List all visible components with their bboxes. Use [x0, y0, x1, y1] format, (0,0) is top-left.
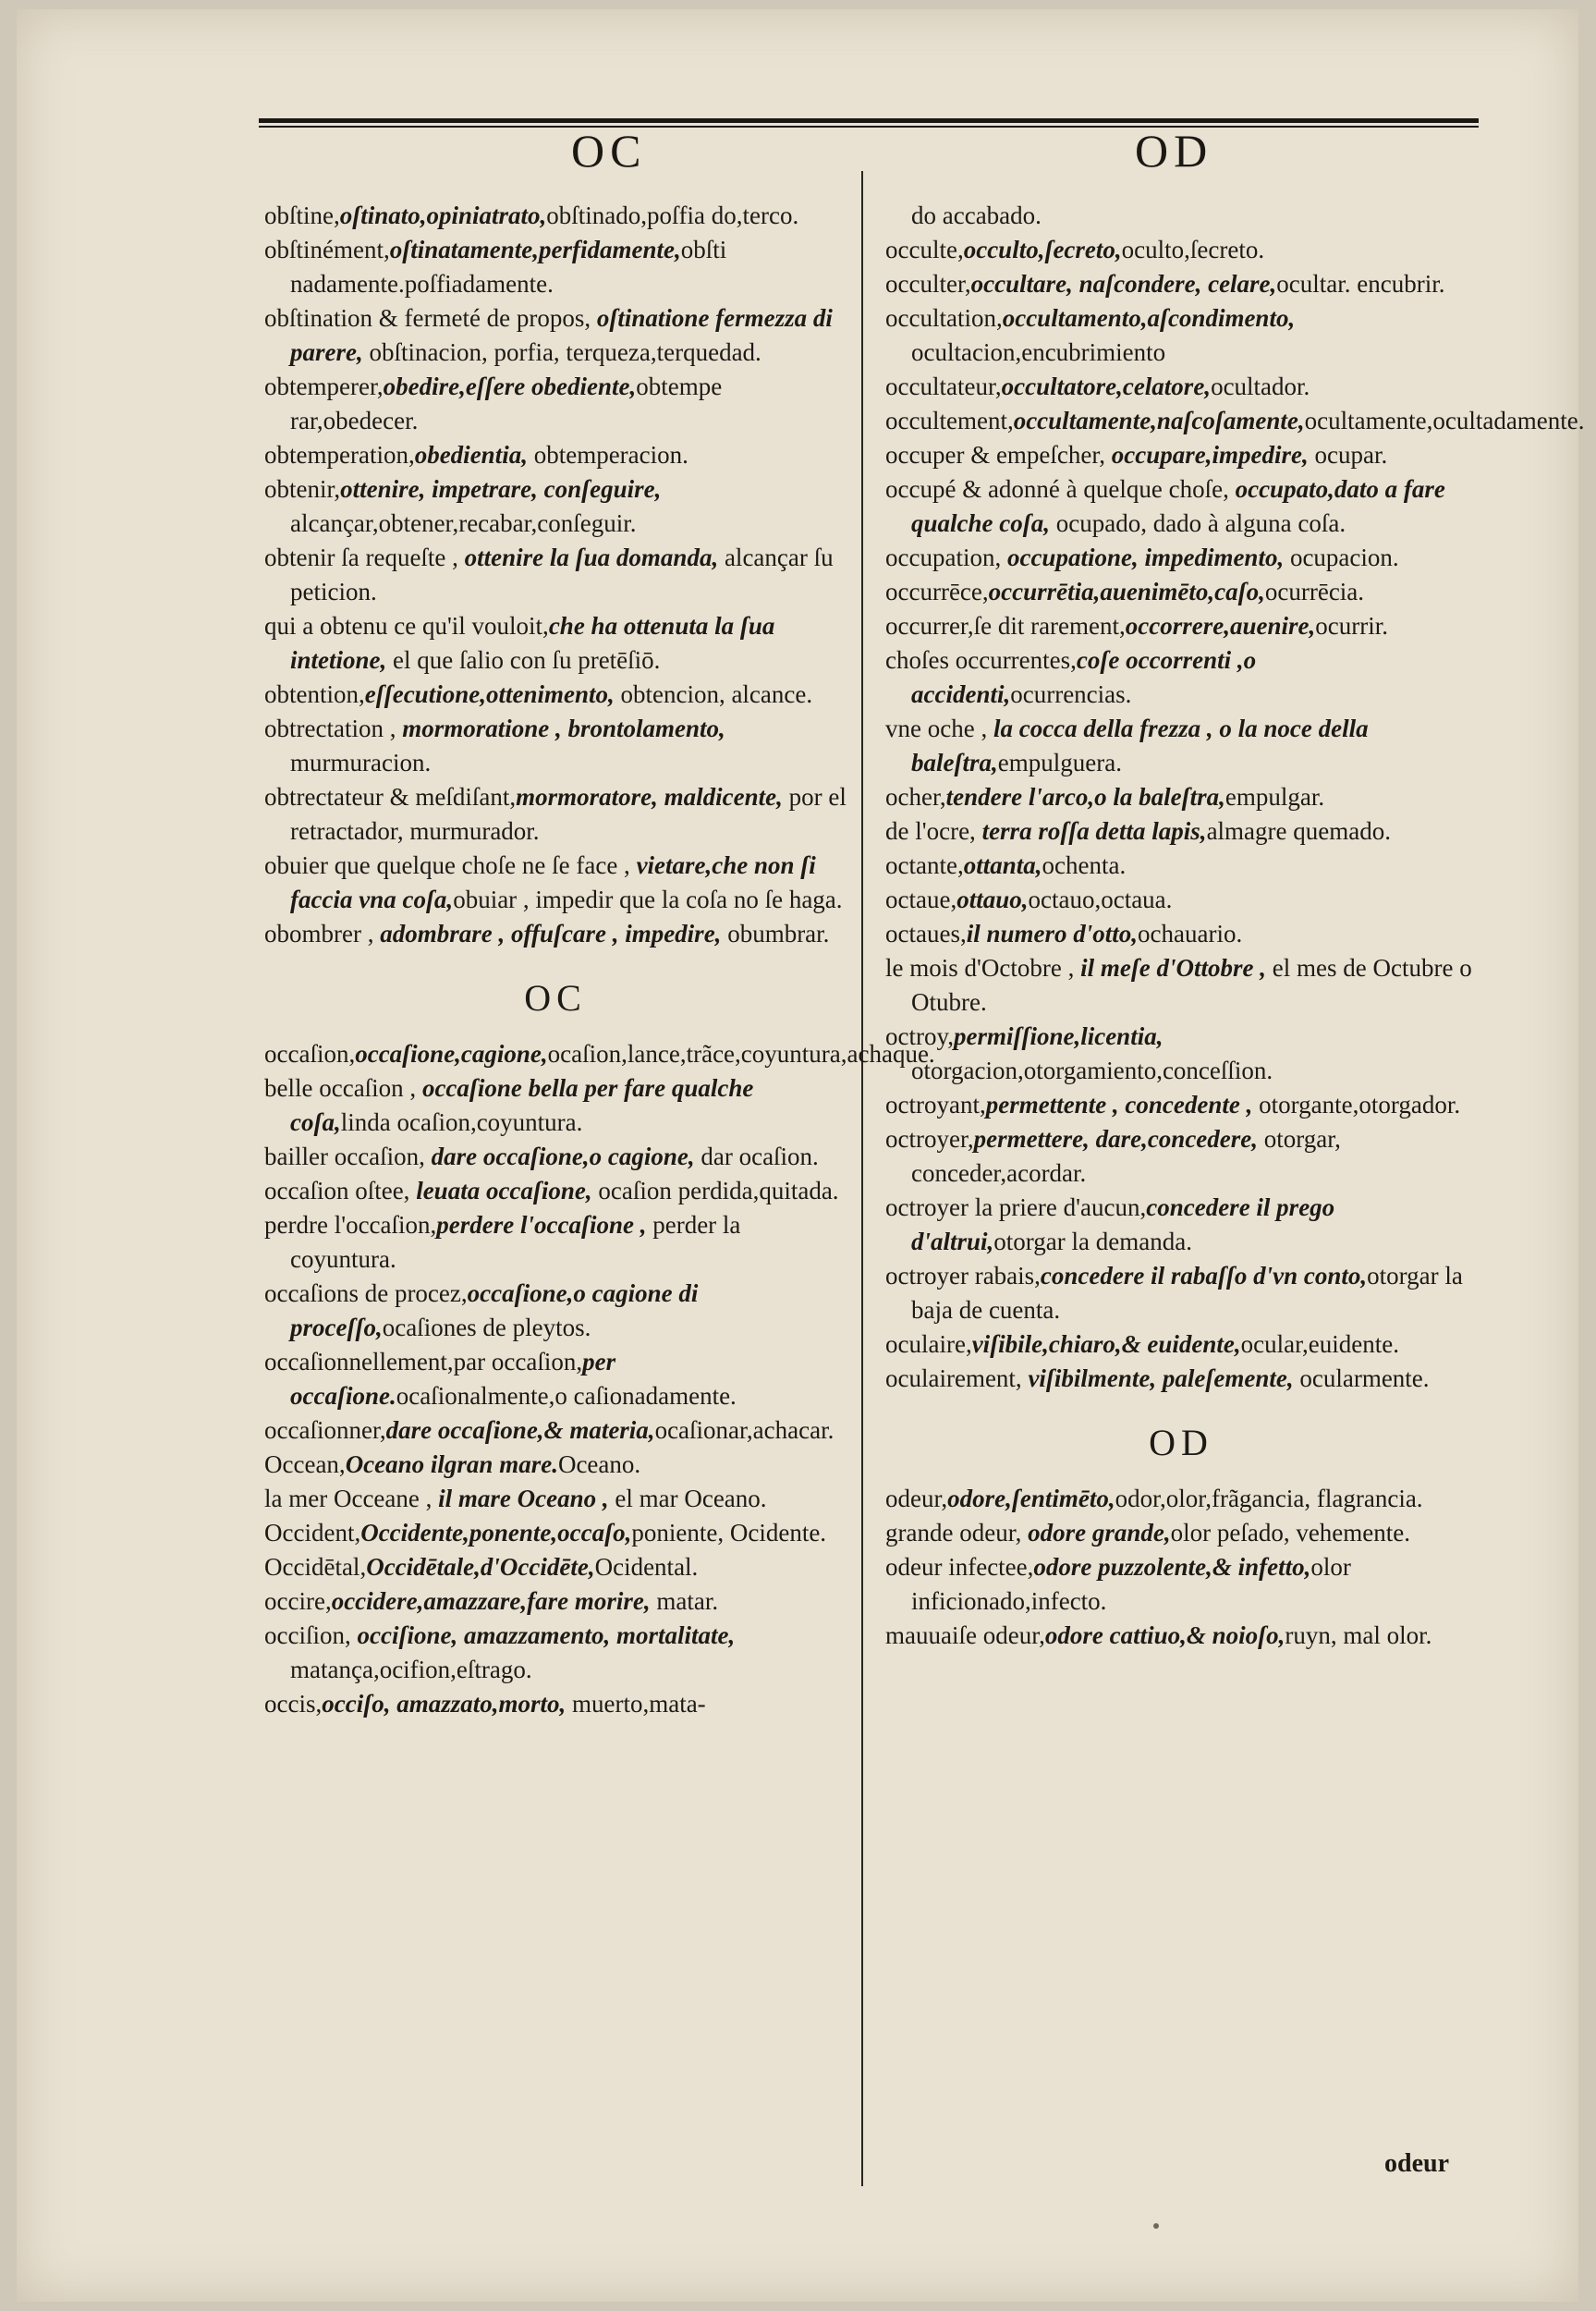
italian-gloss: coſe occorrenti ,o accidenti,: [911, 646, 1257, 708]
entry-text: Occident,: [264, 1519, 361, 1547]
entry-text: occultement,: [885, 407, 1014, 434]
entry-text: ochauario.: [1138, 920, 1243, 948]
entry-text: oculaire,: [885, 1330, 972, 1358]
entry-text: obtempe rar,obedecer.: [290, 373, 723, 434]
italian-gloss: dare occaſione,& materia,: [385, 1416, 655, 1444]
italian-gloss: concedere il rabaſſo d'vn conto,: [1040, 1262, 1368, 1290]
dictionary-entry: [264, 678, 847, 712]
entry-text: ocaſiones de pleytos.: [382, 1314, 591, 1341]
italian-gloss: dare occaſione,o cagione,: [431, 1143, 695, 1170]
italian-gloss: tendere l'arco,o la baleſtra,: [945, 783, 1225, 811]
entry-text: odeur,: [885, 1485, 948, 1512]
italian-gloss: Occidente,ponente,occaſo,: [360, 1519, 632, 1547]
italian-gloss: occiſo, amazzato,morto,: [322, 1690, 567, 1718]
dictionary-entry: [264, 370, 847, 438]
dictionary-entry: [264, 1584, 847, 1619]
italian-gloss: occultamento,aſcondimento,: [1002, 304, 1296, 332]
italian-gloss: ottanta,: [963, 851, 1042, 879]
dictionary-entry: [264, 1071, 847, 1140]
entry-text: almagre quemado.: [1206, 817, 1391, 845]
entry-text: ocher,: [885, 783, 946, 811]
entry-text: empulguera.: [997, 749, 1122, 776]
entry-text: ocurrencias.: [1010, 680, 1132, 708]
dictionary-entry: [264, 1277, 847, 1345]
entry-text: occaſion oſtee,: [264, 1177, 417, 1204]
entry-text: perder la coyuntura.: [290, 1211, 741, 1273]
entry-text: Ocidental.: [594, 1553, 699, 1581]
catchword: odeur: [1384, 2149, 1449, 2178]
dictionary-entry: [264, 1140, 847, 1174]
dictionary-entry: [885, 199, 1477, 233]
entry-text: octaues,: [885, 920, 967, 948]
dictionary-entry: [885, 917, 1477, 951]
entry-text: ocultamente,ocultadamente.: [1304, 407, 1585, 434]
section-heading: OD: [1149, 1422, 1213, 1463]
running-head-right: OD: [1135, 125, 1213, 177]
italian-gloss: occultare, naſcondere, celare,: [970, 270, 1277, 298]
entry-text: otorgar la demanda.: [993, 1228, 1192, 1255]
dictionary-entry: [885, 643, 1477, 712]
section-heading: OC: [524, 977, 587, 1019]
dictionary-entry: [264, 472, 847, 541]
entry-text: do accabado.: [911, 202, 1042, 229]
dictionary-entry: [885, 712, 1477, 780]
italian-gloss: oſtinato,opiniatrato,: [339, 202, 547, 229]
entry-text: el que ſalio con ſu pretēſiō.: [386, 646, 661, 674]
entry-text: occultateur,: [885, 373, 1002, 400]
entry-text: obombrer ,: [264, 920, 381, 948]
dictionary-entry: [264, 1345, 847, 1413]
dictionary-entry: [885, 1482, 1477, 1516]
italian-gloss: odore cattiuo,& noioſo,: [1044, 1621, 1285, 1649]
italian-gloss: occurrētia,auenimēto,caſo,: [988, 578, 1265, 605]
entry-text: occupation,: [885, 544, 1007, 571]
entry-text: obtemperer,: [264, 373, 384, 400]
dictionary-entry: [264, 1174, 847, 1208]
entry-text: occupé & adonné à quelque choſe,: [885, 475, 1236, 503]
dictionary-entry: [264, 1448, 847, 1482]
italian-gloss: odore grande,: [1028, 1519, 1171, 1547]
italian-gloss: Occidētale,d'Occidēte,: [366, 1553, 595, 1581]
dictionary-entry: [885, 404, 1585, 438]
entry-text: grande odeur,: [885, 1519, 1029, 1547]
entry-text: murmuracion.: [290, 749, 432, 776]
entry-text: occultation,: [885, 304, 1003, 332]
entry-text: obuier que quelque choſe ne ſe face ,: [264, 851, 637, 879]
entry-text: choſes occurrentes,: [885, 646, 1077, 674]
entry-text: occire,: [264, 1587, 332, 1615]
entry-text: alcançar,obtener,recabar,conſeguir.: [290, 509, 637, 537]
italian-gloss: perdere l'occaſione ,: [436, 1211, 647, 1239]
entry-text: ochenta.: [1042, 851, 1127, 879]
entry-text: ocular,euidente.: [1240, 1330, 1400, 1358]
dictionary-entry: [885, 1122, 1477, 1191]
dictionary-entry: [885, 780, 1477, 814]
entry-text: bailler occaſion,: [264, 1143, 432, 1170]
entry-text: ocupado, dado à alguna coſa.: [1049, 509, 1346, 537]
italian-gloss: occultamente,naſcoſamente,: [1013, 407, 1305, 434]
dictionary-entry: [264, 541, 847, 609]
entry-text: ocaſion,lance,trãce,coyuntura,achaque.: [547, 1040, 935, 1068]
dictionary-entry: [264, 917, 847, 951]
entry-text: obtenir ſa requeſte ,: [264, 544, 465, 571]
italian-gloss: occaſione,cagione,: [355, 1040, 548, 1068]
dictionary-entry: [264, 1037, 935, 1071]
dictionary-entry: [885, 849, 1477, 883]
dictionary-entry: [885, 1516, 1477, 1550]
dictionary-entry: [264, 233, 847, 301]
entry-text: el mar Oceano.: [608, 1485, 767, 1512]
entry-text: obtemperation,: [264, 441, 415, 469]
entry-text: odor,olor,frãgancia, flagrancia.: [1115, 1485, 1423, 1512]
italian-gloss: concedere il prego d'altrui,: [911, 1193, 1335, 1255]
dictionary-entry: [885, 472, 1477, 541]
dictionary-entry: [885, 575, 1477, 609]
entry-text: occaſion,: [264, 1040, 356, 1068]
entry-text: Occidētal,: [264, 1553, 367, 1581]
italian-gloss: occupatione, impedimento,: [1006, 544, 1285, 571]
italian-gloss: occiſione, amazzamento, mortalitate,: [357, 1621, 736, 1649]
entry-text: olor peſado, vehemente.: [1170, 1519, 1411, 1547]
entry-text: octroyer rabais,: [885, 1262, 1041, 1290]
dictionary-entry: [264, 780, 847, 849]
italian-gloss: occaſione bella per fare qualche coſa,: [290, 1074, 754, 1136]
italian-gloss: permiſſione,licentia,: [953, 1022, 1163, 1050]
running-head-left: OC: [571, 125, 647, 177]
dictionary-entry: [885, 370, 1477, 404]
italian-gloss: obedire,eſſere obediente,: [383, 373, 637, 400]
entry-text: obſtinado,poſfia do,terco.: [546, 202, 799, 229]
dictionary-entry: [885, 814, 1477, 849]
italian-gloss: il mare Oceano ,: [438, 1485, 609, 1512]
italian-gloss: ottenire, impetrare, conſeguire,: [340, 475, 662, 503]
entry-text: otorgante,otorgador.: [1252, 1091, 1461, 1119]
entry-text: octroyer la priere d'aucun,: [885, 1193, 1147, 1221]
italian-gloss: occultatore,celatore,: [1001, 373, 1212, 400]
entry-text: alcançar ſu peticion.: [290, 544, 834, 605]
italian-gloss: odore puzzolente,& infetto,: [1033, 1553, 1311, 1581]
entry-text: matança,ocifion,eſtrago.: [290, 1656, 532, 1683]
italian-gloss: Oceano ilgran mare.: [345, 1450, 558, 1478]
italian-gloss: per occaſione.: [290, 1348, 616, 1410]
entry-text: le mois d'Octobre ,: [885, 954, 1081, 982]
italian-gloss: terra roſſa detta lapis,: [981, 817, 1207, 845]
italian-gloss: ottauo,: [956, 886, 1029, 913]
dictionary-entry: [264, 609, 847, 678]
column-divider: [861, 171, 863, 2186]
italian-gloss: che ha ottenuta la ſua intetione,: [290, 612, 775, 674]
entry-text: obſtination & fermeté de propos,: [264, 304, 597, 332]
dictionary-entry: [885, 301, 1477, 370]
dictionary-entry: [885, 541, 1477, 575]
header-rule-thin: [259, 126, 1479, 128]
dictionary-entry: [885, 1191, 1477, 1259]
entry-text: ocurrēcia.: [1264, 578, 1365, 605]
entry-text: oculto,ſecreto.: [1121, 236, 1265, 263]
dictionary-entry: [264, 199, 847, 233]
italian-gloss: vietare,che non ſi faccia vna coſa,: [290, 851, 816, 913]
italian-gloss: oſtinatamente,perfidamente,: [389, 236, 681, 263]
entry-text: occuper & empeſcher,: [885, 441, 1112, 469]
entry-text: ocupar.: [1308, 441, 1388, 469]
entry-text: obtencion, alcance.: [614, 680, 813, 708]
italian-gloss: il numero d'otto,: [966, 920, 1139, 948]
entry-text: belle occaſion ,: [264, 1074, 422, 1102]
dictionary-entry: [264, 1687, 847, 1721]
dictionary-entry: [264, 1208, 847, 1277]
entry-text: Oceano.: [557, 1450, 641, 1478]
entry-text: obuiar , impedir que la coſa no ſe haga.: [453, 886, 843, 913]
entry-text: perdre l'occaſion,: [264, 1211, 437, 1239]
entry-text: la mer Occeane ,: [264, 1485, 439, 1512]
italian-gloss: odore,ſentimēto,: [947, 1485, 1115, 1512]
entry-text: ocurrir.: [1315, 612, 1388, 640]
dictionary-entry: [264, 301, 847, 370]
header-rule: [259, 118, 1479, 123]
entry-text: occaſions de procez,: [264, 1279, 468, 1307]
entry-text: occaſionner,: [264, 1416, 386, 1444]
entry-text: linda ocaſion,coyuntura.: [340, 1108, 583, 1136]
italian-gloss: la cocca della frezza , o la noce della baleſtra,: [911, 715, 1369, 776]
dictionary-entry: [885, 1327, 1477, 1362]
entry-text: empulgar.: [1224, 783, 1325, 811]
italian-gloss: adombrare , offuſcare , impedire,: [380, 920, 722, 948]
dictionary-entry: [885, 438, 1477, 472]
entry-text: obſti nadamente.poſfiadamente.: [290, 236, 727, 298]
italian-gloss: mormoratore, maldicente,: [516, 783, 783, 811]
italian-gloss: permettere, dare,concedere,: [973, 1125, 1259, 1153]
entry-text: ocaſionar,achacar.: [654, 1416, 835, 1444]
dictionary-entry: [264, 1619, 847, 1687]
dictionary-entry: [885, 1362, 1477, 1396]
italian-gloss: leuata occaſione,: [416, 1177, 592, 1204]
italian-gloss: mormoratione , brontolamento,: [402, 715, 725, 742]
entry-text: occaſionnellement,par occaſion,: [264, 1348, 583, 1376]
italian-gloss: ottenire la ſua domanda,: [464, 544, 719, 571]
book-page: [17, 9, 1585, 2302]
entry-text: ocularmente.: [1293, 1364, 1430, 1392]
entry-text: octroyant,: [885, 1091, 986, 1119]
entry-text: obſtine,: [264, 202, 340, 229]
entry-text: matar.: [650, 1587, 719, 1615]
entry-text: obtenir,: [264, 475, 341, 503]
dictionary-entry: [264, 1413, 847, 1448]
entry-text: otorgar, conceder,acordar.: [911, 1125, 1341, 1187]
dictionary-entry: [885, 951, 1477, 1020]
italian-gloss: il meſe d'Ottobre ,: [1080, 954, 1267, 982]
entry-text: ruyn, mal olor.: [1285, 1621, 1432, 1649]
italian-gloss: viſibilmente, paleſemente,: [1028, 1364, 1294, 1392]
entry-text: occulte,: [885, 236, 964, 263]
italian-gloss: eſſecutione,ottenimento,: [364, 680, 615, 708]
entry-text: Occean,: [264, 1450, 346, 1478]
italian-gloss: occulto,ſecreto,: [963, 236, 1122, 263]
entry-text: occulter,: [885, 270, 971, 298]
italian-gloss: occorrere,auenire,: [1125, 612, 1316, 640]
dictionary-entry: [264, 849, 847, 917]
italian-gloss: occupato,dato a fare qualche coſa,: [911, 475, 1445, 537]
italian-gloss: occaſione,o cagione di proceſſo,: [290, 1279, 699, 1341]
entry-text: ocultar. encubrir.: [1276, 270, 1445, 298]
entry-text: ocultador.: [1211, 373, 1310, 400]
dictionary-entry: [885, 1619, 1477, 1653]
dictionary-entry: [885, 1020, 1477, 1088]
entry-text: obumbrar.: [721, 920, 830, 948]
entry-text: octroy,: [885, 1022, 954, 1050]
entry-text: odeur infectee,: [885, 1553, 1034, 1581]
dictionary-entry: [885, 609, 1477, 643]
entry-text: obtrectation ,: [264, 715, 403, 742]
entry-text: obſtinacion, porfia, terqueza,terquedad.: [362, 338, 761, 366]
entry-text: occis,: [264, 1690, 323, 1718]
entry-text: ocultacion,encubrimiento: [911, 338, 1166, 366]
entry-text: obtrectateur & meſdiſant,: [264, 783, 517, 811]
entry-text: octaue,: [885, 886, 957, 913]
dictionary-entry: [264, 1516, 847, 1550]
italian-gloss: occidere,amazzare,fare morire,: [331, 1587, 651, 1615]
entry-text: otorgacion,otorgamiento,conceſſion.: [911, 1057, 1273, 1084]
entry-text: olor inficionado,infecto.: [911, 1553, 1351, 1615]
entry-text: el mes de Octubre o Otubre.: [911, 954, 1472, 1016]
entry-text: vne oche ,: [885, 715, 993, 742]
entry-text: ocupacion.: [1284, 544, 1399, 571]
dictionary-entry: [885, 267, 1477, 301]
ink-spot: [1153, 2223, 1159, 2229]
entry-text: qui a obtenu ce qu'il vouloit,: [264, 612, 549, 640]
entry-text: octauo,octaua.: [1028, 886, 1173, 913]
entry-text: muerto,mata-: [566, 1690, 706, 1718]
dictionary-entry: [885, 233, 1477, 267]
entry-text: dar ocaſion.: [694, 1143, 819, 1170]
entry-text: obſtinément,: [264, 236, 390, 263]
entry-text: de l'ocre,: [885, 817, 982, 845]
italian-gloss: permettente , concedente ,: [985, 1091, 1253, 1119]
dictionary-entry: [885, 1259, 1477, 1327]
entry-text: por el retractador, murmurador.: [290, 783, 847, 845]
italian-gloss: oſtinatione fermezza di parere,: [290, 304, 833, 366]
entry-text: ocaſionalmente,o caſionadamente.: [396, 1382, 737, 1410]
entry-text: octante,: [885, 851, 964, 879]
entry-text: occiſion,: [264, 1621, 358, 1649]
dictionary-entry: [264, 1482, 847, 1516]
entry-text: occurrer,ſe dit rarement,: [885, 612, 1126, 640]
entry-text: mauuaiſe odeur,: [885, 1621, 1045, 1649]
dictionary-entry: [885, 1550, 1477, 1619]
dictionary-entry: [885, 883, 1477, 917]
entry-text: oculairement,: [885, 1364, 1029, 1392]
italian-gloss: obedientia,: [414, 441, 528, 469]
dictionary-entry: [264, 438, 847, 472]
right-column: [885, 199, 1585, 1653]
entry-text: obtention,: [264, 680, 365, 708]
entry-text: otorgar la baja de cuenta.: [911, 1262, 1463, 1324]
italian-gloss: occupare,impedire,: [1111, 441, 1309, 469]
italian-gloss: viſibile,chiaro,& euidente,: [971, 1330, 1241, 1358]
entry-text: poniente, Ocidente.: [631, 1519, 827, 1547]
entry-text: octroyer,: [885, 1125, 974, 1153]
entry-text: obtemperacion.: [527, 441, 688, 469]
dictionary-entry: [264, 712, 847, 780]
dictionary-entry: [264, 1550, 847, 1584]
entry-text: occurrēce,: [885, 578, 989, 605]
dictionary-entry: [885, 1088, 1477, 1122]
entry-text: ocaſion perdida,quitada.: [591, 1177, 839, 1204]
